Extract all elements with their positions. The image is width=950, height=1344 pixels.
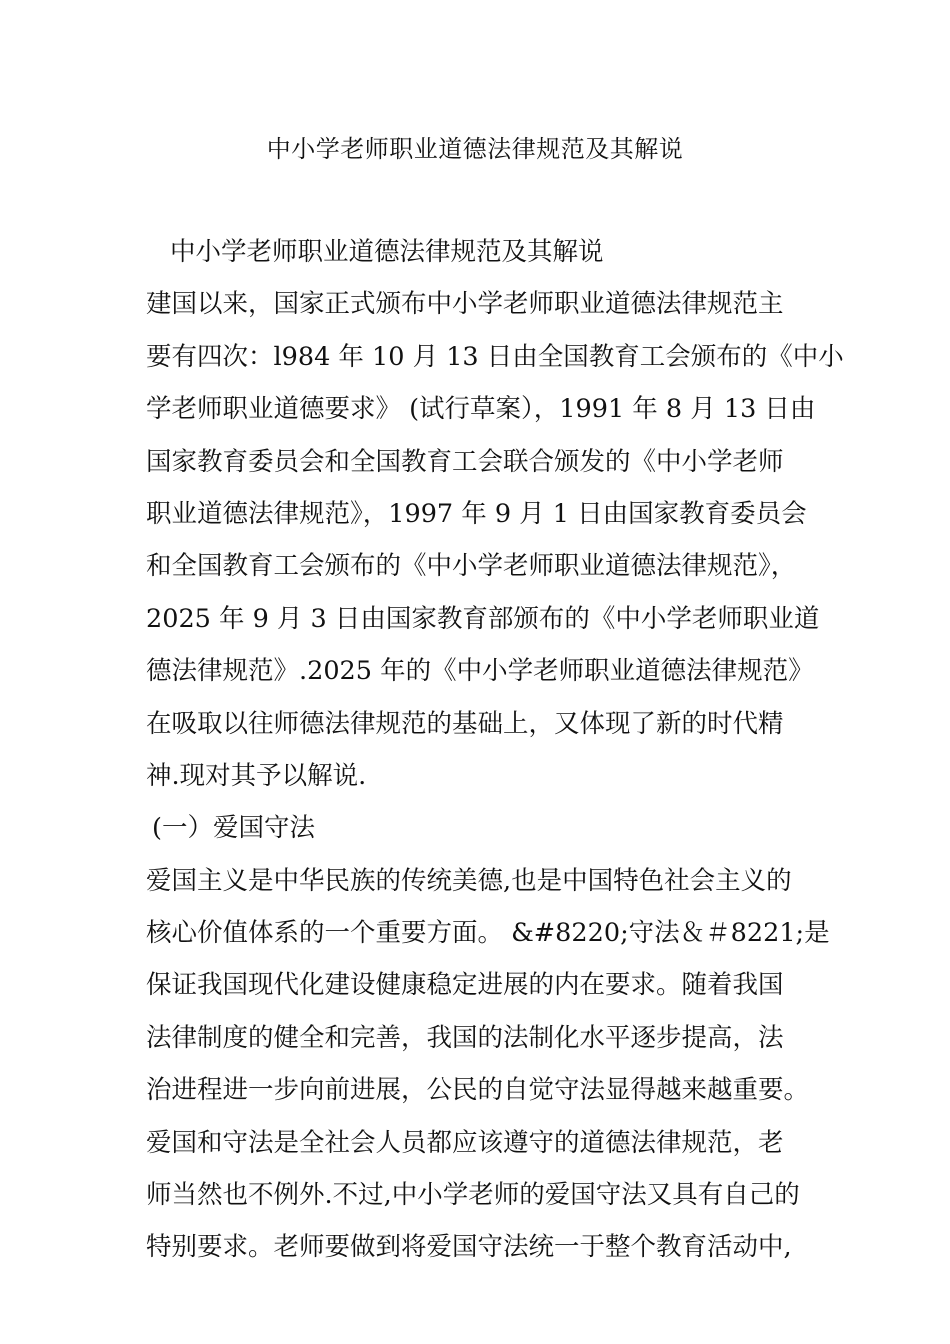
paragraph-line: 爱国主义是中华民族的传统美德,也是中国特色社会主义的: [146, 865, 792, 896]
paragraph-line: 师当然也不例外.不过,中小学老师的爱国守法又具有自己的: [146, 1180, 800, 1211]
paragraph-line: 保证我国现代化建设健康稳定进展的内在要求。随着我国: [146, 970, 784, 1001]
paragraph-line: 核心价值体系的一个重要方面。 &#8220;守法＆＃8221;是: [146, 918, 830, 949]
document-title: 中小学老师职业道德法律规范及其解说: [266, 135, 684, 163]
paragraph-line: 建国以来，国家正式颁布中小学老师职业道德法律规范主: [146, 289, 784, 320]
section-heading: (一）爱国守法: [152, 813, 315, 844]
paragraph-line: 爱国和守法是全社会人员都应该遵守的道德法律规范，老: [146, 1127, 784, 1158]
paragraph-line: 特别要求。老师要做到将爱国守法统一于整个教育活动中,: [146, 1232, 792, 1263]
paragraph-line: 学老师职业道德要求》 (试行草案），1991 年 8 月 13 日由: [146, 394, 816, 425]
paragraph-line: 法律制度的健全和完善，我国的法制化水平逐步提高，法: [146, 1022, 784, 1053]
paragraph-line: 2025 年 9 月 3 日由国家教育部颁布的《中小学老师职业道: [146, 603, 820, 634]
paragraph-line: 国家教育委员会和全国教育工会联合颁发的《中小学老师: [146, 446, 784, 477]
body-heading-line: 中小学老师职业道德法律规范及其解说: [170, 237, 604, 267]
paragraph-line: 要有四次：l984 年 10 月 13 日由全国教育工会颁布的《中小: [146, 341, 844, 372]
paragraph-line: 职业道德法律规范》，1997 年 9 月 1 日由国家教育委员会: [146, 498, 807, 529]
paragraph-line: 德法律规范》.2025 年的《中小学老师职业道德法律规范》: [146, 656, 814, 687]
paragraph-line: 和全国教育工会颁布的《中小学老师职业道德法律规范》，: [146, 551, 797, 582]
paragraph-line: 治进程进一步向前进展，公民的自觉守法显得越来越重要。: [146, 1075, 810, 1106]
paragraph-line: 在吸取以往师德法律规范的基础上，又体现了新的时代精: [146, 708, 784, 739]
paragraph-line: 神.现对其予以解说.: [146, 760, 367, 791]
document-body: [146, 232, 844, 1280]
